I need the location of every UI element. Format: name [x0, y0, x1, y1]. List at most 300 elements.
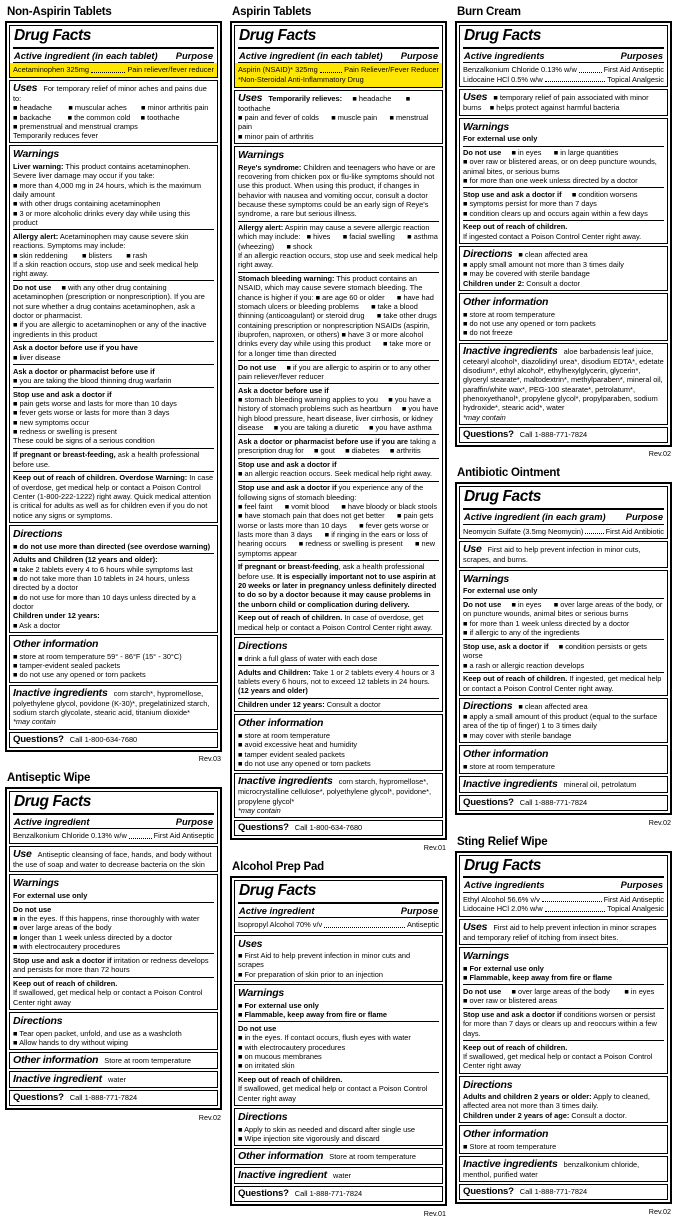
text-segment: Children under 12 years:: [238, 700, 325, 710]
section-warnings: [9, 145, 218, 523]
dotted-leader: [129, 838, 152, 839]
subsection: [463, 700, 664, 740]
text-segment: Do not use: [13, 904, 52, 914]
text-line: [13, 390, 214, 399]
text-segment: ■ tamper evident sealed packets: [238, 749, 345, 759]
text-line: [238, 92, 439, 113]
text-line: [13, 942, 214, 951]
section-questions: [234, 1186, 443, 1202]
text-line: [238, 700, 439, 709]
section-directions: [459, 1076, 668, 1124]
subsection: [13, 1054, 214, 1066]
text-line: [463, 91, 664, 112]
text-line: [238, 562, 439, 609]
text-segment: ■ with any other drug containing acetaminophen (prescription or nonprescription). If you are not sure whether a drug contains acetaminophen, ask a doctor or pharmacist.: [13, 282, 207, 320]
text-line: [13, 891, 214, 900]
subsection: [238, 1072, 439, 1102]
text-line: [238, 223, 439, 251]
text-segment: ■ store at room temperature: [463, 309, 555, 319]
text-segment: ■ condition clears up and occurs again within a few days: [463, 208, 648, 218]
text-segment: ■ store at room temperature 59° - 86°F (15° - 30°C): [13, 651, 182, 661]
text-line: [463, 1052, 664, 1071]
text-line: [238, 759, 439, 768]
text-segment: ■ may be covered with sterile bandage: [463, 269, 590, 279]
ingredient-rows: [463, 63, 664, 84]
subsection: [238, 775, 439, 815]
drug-facts-title: Drug Facts: [463, 27, 664, 49]
text-segment: ■ 3 or more alcoholic drinks every day while using this product: [13, 208, 193, 228]
section-heading: Directions: [463, 1078, 513, 1091]
text-segment: ■ Flammable, keep away from fire or flame: [238, 1010, 388, 1020]
text-line: [238, 1061, 439, 1070]
section-heading: Uses: [463, 920, 488, 933]
subsection: [13, 734, 214, 745]
section-heading: Directions: [13, 528, 63, 541]
text-segment: Stop use and ask a doctor if: [238, 483, 337, 493]
text-segment: Ask a doctor before use if you have: [13, 343, 138, 353]
text-line: [13, 988, 214, 1007]
section-directions: [459, 698, 668, 743]
section-heading: Other information: [463, 1128, 549, 1141]
text-segment: If pregnant or breast-feeding,: [13, 450, 116, 460]
text-segment: ■ over raw or blistered areas, or on deep puncture wounds, animal bites, or serious burns: [463, 157, 659, 176]
text-line: [463, 319, 664, 328]
section-heading: Directions: [238, 640, 288, 653]
dotted-leader: [585, 533, 603, 534]
text-line: [238, 274, 439, 358]
text-line: [13, 82, 214, 103]
ingredient-name: Benzalkonium Chloride 0.13% w/w: [463, 65, 577, 75]
text-line: [238, 363, 439, 382]
text-line: [463, 429, 664, 440]
ingredient-row: [463, 904, 664, 913]
text-segment: ■ Ask a doctor: [13, 620, 61, 630]
text-segment: ■ temporary relief of pain associated with minor burns ■ helps protect against harmful bacteria: [463, 93, 651, 113]
subsection: [13, 891, 214, 900]
text-segment: ■ clean affected area: [518, 249, 588, 259]
subsection: [238, 272, 439, 358]
ingredient-row: [238, 920, 439, 929]
text-line: [13, 436, 214, 445]
text-line: [463, 134, 664, 143]
ingredient-rows: [238, 918, 439, 929]
subsection: [463, 310, 664, 338]
text-line: [463, 628, 664, 637]
text-segment: ■ if you are allergic to acetaminophen or any of the inactive ingredients in this product: [13, 320, 209, 339]
text-line: [463, 232, 664, 241]
text-segment: Call 1-888-771-7824: [519, 797, 588, 807]
text-segment: ■ in the eyes. If this happens, rinse thoroughly with water: [13, 914, 200, 924]
ingredient-table-header: [238, 904, 439, 919]
subsection: [13, 229, 214, 278]
text-line: [463, 199, 664, 208]
text-line: [463, 731, 664, 740]
text-line: [13, 1029, 214, 1038]
section-warnings: [9, 874, 218, 1010]
ingredient-table-header: [13, 815, 214, 830]
ingredient-table-header: [463, 49, 664, 64]
text-segment: ■ pain and fever of colds ■ muscle pain ■ menstrual pain: [238, 113, 431, 132]
text-line: [463, 1186, 664, 1197]
ingredient-col-left: Active ingredient: [14, 816, 90, 827]
revision-label: Rev.02: [648, 817, 671, 827]
text-segment: ■ on mucous membranes: [238, 1051, 322, 1061]
ingredient-col-left: Active ingredient (in each tablet): [239, 50, 383, 61]
text-segment: If ingested, get medical help or contact a Poison Control Center right away.: [463, 674, 664, 693]
subsection: [463, 91, 664, 112]
text-line: [238, 1134, 439, 1143]
section-heading: Directions: [463, 247, 513, 260]
text-segment: ■ over large areas of the body ■ in eyes: [501, 986, 655, 996]
subsection: [238, 163, 439, 219]
subsection: [463, 672, 664, 693]
text-segment: ■ you are taking the blood thinning drug warfarin: [13, 375, 172, 385]
text-segment: ■ in eyes ■ in large quantities: [501, 148, 619, 158]
subsection: [238, 665, 439, 695]
text-line: [13, 131, 214, 140]
text-line: [13, 199, 214, 208]
ingredient-table-header: [463, 878, 664, 893]
text-segment: Consult a doctor: [524, 278, 581, 288]
subsection: [238, 1150, 439, 1162]
column-2: [230, 3, 447, 1224]
subsection: [463, 797, 664, 808]
text-segment: ■ do not freeze: [463, 328, 513, 338]
panel-antibiotic-ointment: [455, 464, 672, 826]
text-line: [463, 642, 664, 661]
text-segment: Take 1 or 2 tablets every 4 hours or 3 tablets every 6 hours, not to exceed 12 tablets in 24 hours.: [238, 667, 437, 686]
text-line: [238, 668, 439, 687]
section-heading: Questions?: [13, 733, 64, 745]
facts-header-section: [234, 25, 443, 88]
section-heading: Questions?: [463, 1186, 514, 1198]
text-segment: For external use only: [463, 586, 538, 596]
section-heading: Inactive ingredients: [463, 777, 558, 790]
text-line: [238, 163, 439, 219]
ingredient-row: [13, 831, 214, 840]
ingredient-col-left: Active ingredients: [464, 50, 545, 61]
section-uses: [234, 90, 443, 144]
column-1: [5, 3, 222, 1224]
subsection: [13, 848, 214, 869]
ingredient-purpose: Antiseptic: [406, 920, 439, 930]
section-heading: Questions?: [238, 1188, 289, 1200]
text-segment: Keep out of reach of children.: [238, 613, 343, 623]
section-warnings: [234, 146, 443, 635]
text-segment: In case of overdose, get medical help or contact a Poison Control Center (1-800-222-1222) right away. Quick medical attention is critical for adults as well as for children even if you do not notice any signs or symptoms.: [13, 473, 216, 520]
text-line: [238, 750, 439, 759]
text-segment: Keep out of reach of children.: [463, 222, 568, 232]
text-segment: Apply to cleaned, affected area not more than 3 times daily.: [463, 1092, 652, 1111]
text-line: [238, 1052, 439, 1061]
text-line: [13, 251, 214, 260]
text-segment: Adults and children 2 years or older:: [463, 1092, 592, 1102]
subsection: [463, 1008, 664, 1038]
ingredient-col-right: Purposes: [620, 880, 663, 891]
text-segment: If an allergic reaction occurs, stop use and seek medical help right away.: [238, 251, 440, 270]
text-line: [238, 1188, 439, 1199]
text-line: [13, 232, 214, 251]
text-segment: ■ skin reddening ■ blisters ■ rash: [13, 250, 148, 260]
text-line: [13, 621, 214, 630]
text-segment: ■ if allergic to any of the ingredients: [463, 628, 580, 638]
product-title: Sting Relief Wipe: [457, 835, 548, 848]
text-segment: ■ tamper-evident sealed packets: [13, 660, 121, 670]
text-line: [238, 460, 439, 469]
section-inactive-ingredients: [459, 1156, 668, 1182]
text-line: [13, 209, 214, 228]
section-heading: Directions: [463, 699, 513, 712]
text-segment: corn starch*, hypromellose, polyethylene glycol, povidone (K-30)*, pregelatinized starch, sodium starch glycolate, stearic acid, titanium dioxide*: [13, 688, 212, 717]
subsection: [238, 951, 439, 979]
ingredient-col-right: Purpose: [400, 905, 438, 916]
text-line: [13, 260, 214, 279]
text-segment: Call 1-800-634-7680: [69, 734, 138, 744]
dotted-leader: [545, 81, 606, 82]
text-segment: In case of overdose, get medical help or contact a Poison Control Center right away.: [238, 613, 433, 632]
drug-facts-box: [230, 21, 447, 840]
subsection: [13, 553, 214, 630]
text-segment: ■ apply a small amount of this product (equal to the surface area of the tip of finger) 1 to 3 times daily: [463, 712, 660, 731]
text-segment: Keep out of reach of children.: [463, 674, 568, 684]
text-line: [13, 1073, 214, 1085]
ingredient-name: Aspirin (NSAID)* 325mg: [238, 65, 318, 75]
text-segment: Stop use and ask a doctor if: [238, 460, 337, 470]
subsection: [238, 731, 439, 768]
text-line: [13, 1054, 214, 1066]
text-line: [463, 586, 664, 595]
text-segment: Keep out of reach of children. Overdose Warning:: [13, 473, 188, 483]
section-heading: Warnings: [13, 148, 60, 161]
column-3: [455, 3, 672, 1224]
text-segment: Call 1-800-634-7680: [294, 823, 363, 833]
section-uses: [459, 89, 668, 115]
text-line: [238, 951, 439, 970]
ingredient-name: Neomycin Sulfate (3.5mg Neomycin): [463, 526, 584, 536]
text-segment: Stop use and ask a doctor if: [463, 1010, 562, 1020]
dotted-leader: [91, 72, 125, 73]
text-segment: ■ minor pain of arthritis: [238, 131, 314, 141]
ingredient-rows: [463, 525, 664, 536]
text-line: [463, 600, 664, 619]
text-segment: ■ First Aid to help prevent infection in minor cuts and scrapes: [238, 951, 415, 970]
text-line: [238, 469, 439, 478]
text-segment: Do not use: [13, 282, 52, 292]
text-segment: Reye's syndrome:: [238, 162, 302, 172]
text-segment: Stop use and ask a doctor if: [13, 955, 112, 965]
text-segment: Stomach bleeding warning:: [238, 274, 335, 284]
text-line: [463, 1043, 664, 1052]
text-segment: ■ For preparation of skin prior to an injection: [238, 969, 383, 979]
text-segment: you experience any of the following signs of stomach bleeding:: [238, 483, 426, 502]
section-inactive-ingredients: [234, 773, 443, 818]
text-segment: If pregnant or breast-feeding: [238, 562, 339, 572]
text-line: [13, 181, 214, 200]
text-segment: ■ headache ■ muscular aches ■ minor arthritis pain: [13, 103, 209, 113]
text-line: [463, 269, 664, 278]
text-segment: ■ if you are allergic to aspirin or to any other pain reliever/fever reducer: [238, 362, 433, 381]
text-segment: ■ store at room temperature: [238, 730, 330, 740]
facts-header-section: [9, 791, 218, 844]
text-segment: For external use only: [13, 890, 88, 900]
text-segment: ■ do not use for more than 10 days unless directed by a doctor: [13, 592, 198, 612]
subsection: [13, 448, 214, 469]
section-questions: [9, 732, 218, 748]
revision-label: Rev.03: [198, 754, 221, 764]
text-line: [463, 148, 664, 157]
ingredient-row: [463, 895, 664, 904]
text-line: [13, 611, 214, 620]
section-directions: [459, 246, 668, 291]
text-segment: irritation or redness develops and persists for more than 72 hours: [13, 955, 211, 975]
text-line: [238, 1043, 439, 1052]
text-line: [238, 1033, 439, 1042]
subsection: [463, 1092, 664, 1120]
drug-facts-title: Drug Facts: [463, 857, 664, 879]
text-segment: ■ fever gets worse or lasts for more than 3 days: [13, 408, 170, 418]
panel-alcohol-prep-pad: [230, 858, 447, 1218]
text-line: [463, 700, 664, 712]
section-heading: Use: [463, 543, 482, 556]
subsection: [463, 639, 664, 669]
section-heading: Other information: [13, 1054, 99, 1067]
section-inactive-ingredient: [234, 1167, 443, 1184]
text-line: [463, 310, 664, 319]
ingredient-rows: [235, 63, 442, 86]
text-line: [463, 661, 664, 670]
text-segment: Call 1-888-771-7824: [519, 1187, 588, 1197]
text-line: [238, 775, 439, 806]
section-inactive-ingredients: [9, 685, 218, 730]
subsection: [463, 1040, 664, 1070]
text-line: [13, 661, 214, 670]
text-segment: ■ avoid excessive heat and humidity: [238, 740, 358, 750]
text-segment: Call 1-888-771-7824: [69, 1093, 138, 1103]
section-inactive-ingredient: [9, 1071, 218, 1088]
ingredient-col-left: Active ingredient (in each tablet): [14, 50, 158, 61]
text-line: [238, 613, 439, 632]
text-segment: Acetaminophen may cause severe skin reactions. Symptoms may include:: [13, 231, 191, 251]
text-line: [13, 122, 214, 131]
text-segment: Children and teenagers who have or are recovering from chicken pox or flu-like symptoms should not use this product. When using this product, if changes in behavior with nausea and vomiting occur, consult a doctor because these symptoms could be an early sign of Reye's syndrome, a rare but serious illness.: [238, 162, 438, 219]
section-other-information: [234, 714, 443, 771]
drug-facts-box: [455, 482, 672, 815]
dotted-leader: [542, 901, 602, 902]
drug-facts-box: [5, 787, 222, 1110]
subsection: [238, 458, 439, 479]
text-segment: ■ condition persists or gets worse: [463, 641, 650, 661]
text-segment: corn starch, hypromellose*, microcrystalline cellulose*, polyethylene glycol*, povidone*, propylene glycol*: [238, 777, 434, 806]
text-segment: ■ do not use any opened or torn packets: [238, 758, 371, 768]
text-segment: Call 1-888-771-7824: [294, 1189, 363, 1199]
subsection: [463, 543, 664, 564]
subsection: [463, 586, 664, 595]
section-uses: [234, 935, 443, 983]
section-directions: [234, 637, 443, 712]
ingredient-col-right: Purpose: [400, 50, 438, 61]
text-line: [13, 353, 214, 362]
subsection: [463, 248, 664, 288]
ingredient-table-header: [238, 49, 439, 64]
text-line: [238, 386, 439, 395]
subsection: [238, 822, 439, 833]
text-line: [463, 778, 664, 790]
text-segment: ■ liver disease: [13, 352, 61, 362]
facts-header-section: [459, 25, 668, 87]
ingredient-rows: [10, 63, 217, 76]
drug-facts-box: [455, 851, 672, 1205]
text-line: [238, 1150, 439, 1162]
text-line: [13, 717, 214, 726]
revision-label: Rev.02: [198, 1112, 221, 1122]
product-title: Aspirin Tablets: [232, 6, 312, 18]
section-heading: Uses: [238, 91, 263, 104]
ingredient-name: Isopropyl Alcohol 70% v/v: [238, 920, 323, 930]
product-title: Non-Aspirin Tablets: [7, 6, 112, 18]
text-segment: ■ do not use any opened or torn packets: [13, 670, 146, 680]
text-segment: aloe barbadensis leaf juice, cetearyl alcohol*, diazolidinyl urea*, disodium EDTA*, edetate disodium*, ethyl alcohol*, ethylhexylglycerin, glycerin*, glyceryl stearate*, maltodextrin*, methylparaben*, mineral oil, paraffin/white wax*, PEG-100 stearate*, petrolatum*, phenoxyethanol*, propylene glycol*, propylparaben, sodium hydroxide*, stearic acid*, water: [463, 346, 666, 413]
text-line: [238, 437, 439, 456]
product-title: Burn Cream: [457, 6, 521, 18]
section-questions: [459, 1184, 668, 1200]
text-line: [13, 103, 214, 112]
section-heading: Other information: [238, 717, 324, 730]
text-segment: Do not use: [238, 362, 277, 372]
section-other-information: [9, 635, 218, 683]
drug-facts-box: [455, 21, 672, 447]
text-segment: ■ Store at room temperature: [463, 1141, 557, 1151]
text-line: [13, 1092, 214, 1103]
subsection: [463, 1158, 664, 1179]
section-use: [459, 541, 668, 567]
text-segment: Temporarily relieves:: [268, 93, 343, 103]
text-segment: ■ headache ■ toothache: [238, 93, 413, 113]
text-segment: ■ pain gets worse and lasts for more than 10 days: [13, 399, 177, 409]
text-line: [238, 1001, 439, 1010]
text-segment: Store at room temperature: [329, 1152, 416, 1162]
ingredient-col-left: Active ingredient (in each gram): [464, 512, 606, 523]
text-segment: ■ Tear open packet, unfold, and use as a washcloth: [13, 1028, 182, 1038]
text-line: [463, 328, 664, 337]
text-segment: ■ apply small amount not more than 3 times daily: [463, 260, 624, 270]
subsection: [13, 953, 214, 974]
ingredient-col-right: Purpose: [175, 816, 213, 827]
ingredient-table-header: [463, 510, 664, 525]
text-line: [463, 973, 664, 982]
text-line: [13, 1038, 214, 1047]
section-heading: Inactive ingredients: [463, 1157, 558, 1170]
subsection: [13, 341, 214, 362]
revision-label: Rev.01: [423, 842, 446, 852]
text-line: [463, 1111, 664, 1120]
section-heading: Questions?: [463, 796, 514, 808]
ingredient-col-right: Purpose: [625, 512, 663, 523]
text-line: [463, 413, 664, 422]
text-line: [238, 132, 439, 141]
subsection: [238, 360, 439, 381]
dotted-leader: [324, 927, 405, 928]
text-line: [238, 113, 439, 132]
section-questions: [459, 795, 668, 811]
text-line: [463, 1142, 664, 1151]
ingredient-purpose: First Aid Antiseptic: [603, 894, 664, 904]
subsection: [238, 611, 439, 632]
subsection: [463, 429, 664, 440]
section-heading: Warnings: [463, 950, 510, 963]
text-segment: ■ take 2 tablets every 4 to 6 hours while symptoms last: [13, 564, 193, 574]
subsection: [238, 1001, 439, 1020]
section-heading: Inactive ingredients: [463, 344, 558, 357]
